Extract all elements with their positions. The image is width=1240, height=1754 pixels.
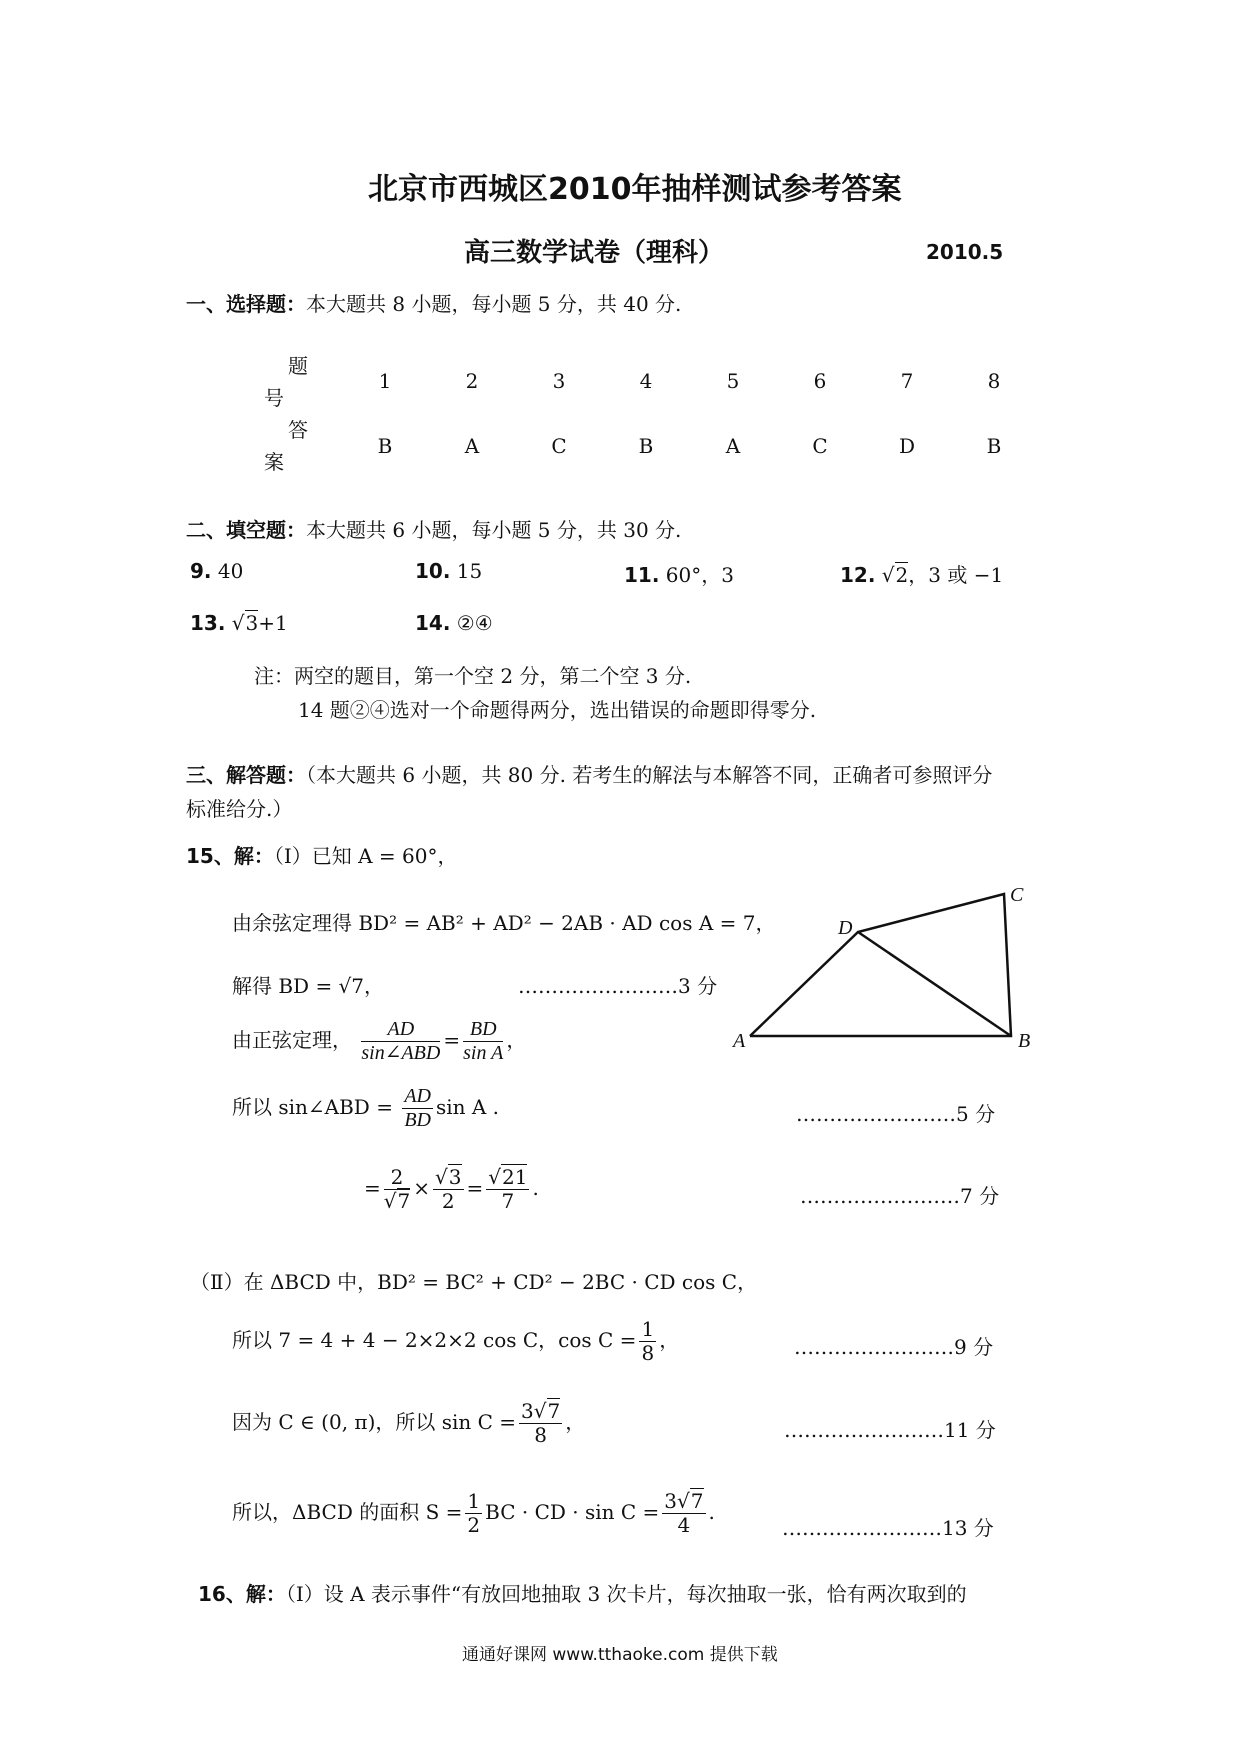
q16-text: （Ⅰ）设 A 表示事件“有放回地抽取 3 次卡片，每次抽取一张，恰有两次取到的 [285,1582,967,1606]
fraction [402,1085,433,1132]
question-number: 6 [813,369,827,393]
q16-intro [198,1578,967,1607]
doc-date: 2010.5 [926,240,1004,264]
answer-value: C [812,434,828,458]
denominator: 2 [441,1189,455,1213]
answer-value: C [551,434,567,458]
fraction [433,1166,463,1213]
section3-heading: 三、解答题： [186,763,306,787]
answer-value: A [464,434,480,458]
equals-sign: = [364,1176,381,1200]
fill-answer-12: 12. √2，3 或 −1 [840,563,1004,587]
section2-line [186,514,681,543]
denominator: 7 [501,1189,515,1213]
answer-value: 60°，3 [665,563,734,587]
text: . [532,1176,539,1200]
fraction [384,1166,410,1213]
q15-sin-value [364,1166,539,1213]
question-number: 10. [415,559,451,583]
score-mark: ……………………13 分 [782,1516,994,1540]
question-number: 4 [639,369,653,393]
q15-part2-intro: （Ⅱ）在 ΔBCD 中，BD² = BC² + CD² − 2BC · CD cos C， [190,1270,758,1294]
answer-value: 40 [217,559,244,583]
fill-answer-9 [190,559,243,583]
answer-value: B [638,434,654,458]
page-subtitle: 高三数学试卷（理科） [464,238,725,268]
text: ， [506,1028,527,1052]
answer-value: B [986,434,1002,458]
table-label-ti: 题 [288,354,308,378]
fraction [361,1018,440,1065]
fraction [486,1166,529,1213]
q15-bd-result: 解得 BD = √7， [232,974,385,998]
numerator: 3√7 [664,1489,704,1513]
fill-answer-14 [415,611,493,635]
score-mark: ……………………7 分 [800,1184,1000,1208]
score-mark: ……………………9 分 [794,1335,994,1359]
denominator: 2 [467,1513,481,1537]
question-number: 1 [378,369,392,393]
numerator: √3 [435,1165,462,1189]
text: sin A . [435,1095,500,1119]
numerator: BD [463,1018,503,1042]
q15-sin-c [232,1400,585,1447]
text: 所以 7 = 4 + 4 − 2×2×2 cos C，cos C = [232,1328,637,1352]
numerator: 1 [641,1317,655,1341]
q15-sine-law [232,1018,526,1065]
question-number: 14. [415,611,451,635]
text: 由正弦定理， [232,1028,352,1052]
text: 因为 C ∈ (0, π)，所以 sin C = [232,1410,517,1434]
q15-sin-abd [232,1085,499,1132]
fraction [465,1490,482,1537]
vertex-label-c: C [1010,884,1024,906]
section1-desc: 本大题共 8 小题，每小题 5 分，共 40 分. [306,292,682,316]
q15-part1-intro: （Ⅰ）已知 A = 60°， [273,844,458,868]
q15-cosine-law: 由余弦定理得 BD² = AB² + AD² − 2AB · AD cos A = 7， [232,911,776,935]
denominator: 4 [677,1513,691,1537]
question-number: 7 [900,369,914,393]
coefficient: 3 [664,1489,678,1513]
question-number: 3 [552,369,566,393]
vertex-label-d: D [838,917,853,939]
section1-line [186,288,681,317]
quadrilateral-figure [720,880,1040,1060]
answer-value: ②④ [456,611,493,635]
denominator: sin∠ABD [361,1042,441,1064]
text: . [708,1500,715,1524]
section3-desc: （本大题共 6 小题，共 80 分. 若考生的解法与本解答不同，正确者可参照评分 [306,763,993,787]
numerator: 3√7 [521,1399,561,1423]
note-line-1: 注：两空的题目，第一个空 2 分，第二个空 3 分. [254,664,692,688]
answer-value: A [725,434,741,458]
section3-line-1 [186,759,992,788]
fraction [639,1318,656,1365]
equals-sign: = [466,1176,484,1200]
score-mark: ……………………3 分 [518,974,718,998]
fill-answer-11 [624,559,734,588]
denominator: 8 [534,1423,548,1447]
question-number: 8 [987,369,1001,393]
numerator: AD [404,1085,431,1107]
footer-text: 通通好课网 www.tthaoke.com 提供下载 [462,1645,778,1665]
text: 所以，ΔBCD 的面积 S = [232,1500,463,1524]
radicand: 21 [502,1165,528,1189]
question-number: 5 [726,369,740,393]
answer-value: +1 [258,611,288,635]
table-label-da: 答 [288,418,308,442]
numerator: 2 [384,1166,410,1190]
radicand: 3 [448,1165,462,1189]
denominator: √7 [383,1189,411,1213]
text: 所以 sin∠ABD = [232,1095,393,1119]
question-number: 13. [190,611,226,635]
table-label-an: 案 [264,450,284,474]
text: BC · CD · sin C = [485,1500,660,1524]
answer-value: D [898,434,916,458]
times-sign: × [413,1176,431,1200]
vertex-label-a: A [733,1030,746,1052]
numerator: 1 [467,1489,481,1513]
score-mark: ……………………5 分 [796,1102,996,1126]
fraction [463,1018,503,1065]
fraction [662,1490,705,1537]
vertex-label-b: B [1018,1030,1031,1052]
diagonal-bd [858,932,1011,1036]
table-label-hao: 号 [264,386,284,410]
section1-heading: 一、选择题： [186,292,306,316]
answer-value: 15 [456,559,483,583]
q15-area [232,1490,715,1537]
denominator: BD [404,1109,431,1131]
score-mark: ……………………11 分 [784,1418,996,1442]
fill-answer-10 [415,559,482,583]
radicand: 7 [690,1489,704,1513]
question-number: 2 [465,369,479,393]
q15-label: 15、解： [186,844,274,868]
fill-answer-13: 13. √3+1 [190,611,288,635]
numerator: AD [361,1018,440,1042]
question-number: 12. [840,563,876,587]
radicand: 2 [895,563,909,587]
fraction [519,1400,562,1447]
section3-line-2: 标准给分.） [186,797,293,821]
q15-intro [186,840,457,869]
denominator: sin A [463,1042,504,1064]
text: ， [659,1328,680,1352]
radicand: 7 [397,1189,411,1213]
text: ， [565,1410,586,1434]
quadrilateral-outline [750,894,1011,1036]
numerator: √21 [488,1165,528,1189]
section2-heading: 二、填空题： [186,518,306,542]
note-line-2: 14 题②④选对一个命题得两分，选出错误的命题即得零分. [298,698,817,722]
q16-label: 16、解： [198,1582,286,1606]
question-number: 9. [190,559,212,583]
coefficient: 3 [521,1399,534,1423]
answer-value: B [377,434,393,458]
answer-value: ，3 或 −1 [908,563,1004,587]
denominator: 8 [641,1341,655,1365]
equals-sign: = [443,1028,461,1052]
page-title: 北京市西城区2010年抽样测试参考答案 [368,172,902,207]
radicand: 3 [245,611,259,635]
section2-desc: 本大题共 6 小题，每小题 5 分，共 30 分. [306,518,682,542]
q15-cos-c [232,1318,679,1365]
radicand: 7 [547,1399,561,1423]
question-number: 11. [624,563,660,587]
